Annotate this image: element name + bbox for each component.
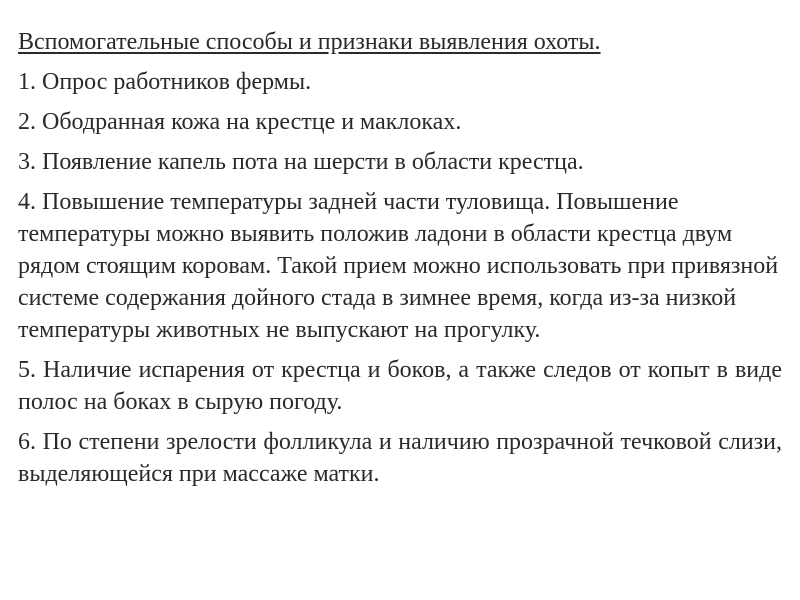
list-item-4: 4. Повышение температуры задней части туловища. Повышение температуры можно выявить положив ладони в области крестца двум рядом стоящим коровам. Такой прием можно использовать при привязной системе содержания дойного стада в зимнее время, когда из-за низкой температуры животных не выпускают на прогулку. — [18, 189, 779, 343]
list-item-1: 1. Опрос работников фермы. — [18, 69, 312, 95]
list-item-5: 5. Наличие испарения от крестца и боков, а также следов от копыт в виде полос на боках в сырую погоду. — [18, 357, 782, 415]
list-item-6: 6. По степени зрелости фолликула и наличию прозрачной течковой слизи, выделяющейся при массаже матки. — [18, 429, 782, 487]
slide-title: Вспомогательные способы и признаки выявления охоты. — [18, 29, 601, 55]
slide-content — [18, 26, 782, 490]
list-item-2: 2. Ободранная кожа на крестце и маклоках. — [18, 109, 462, 135]
list-item-3: 3. Появление капель пота на шерсти в области крестца. — [18, 149, 584, 175]
